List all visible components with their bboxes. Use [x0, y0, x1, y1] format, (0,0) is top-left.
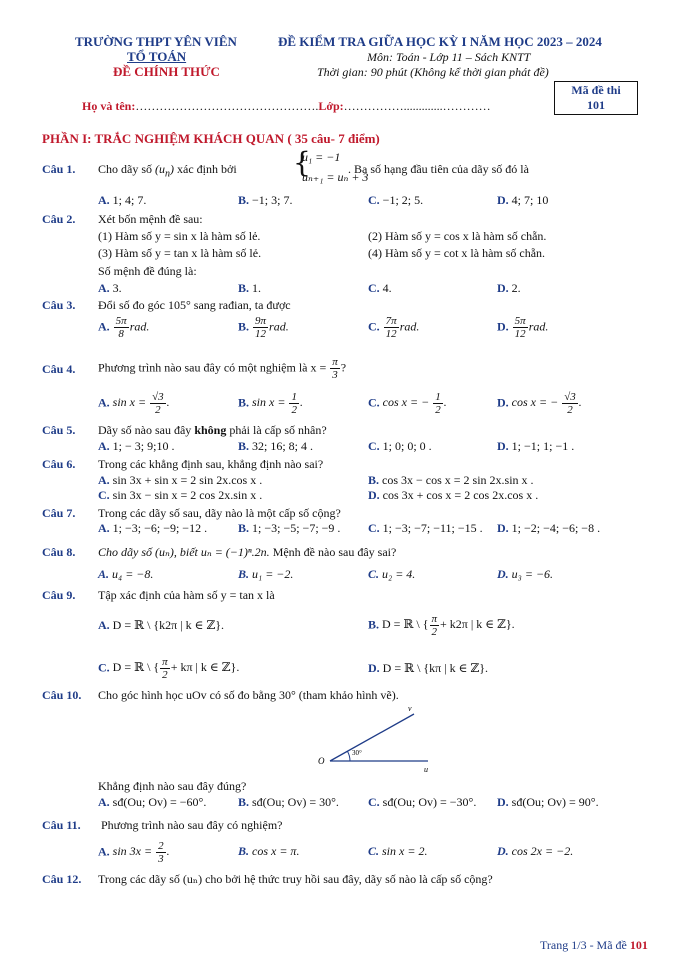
q10-label: Câu 10.: [42, 688, 82, 702]
exam-code-box: [554, 81, 638, 115]
q9-stem: Tập xác định của hàm số y = tan x là: [98, 588, 275, 602]
q3-option-a[interactable]: $\frac{5\pi}{8}$: [115, 315, 127, 340]
q7-option-c[interactable]: 1; −3; −7; −11; −15 .: [382, 521, 483, 535]
q5-stem: Dãy số nào sau đây không phải là cấp số nhân?: [98, 423, 327, 437]
q4-stem: Phương trình nào sau đây có một nghiệm là x = $\frac{\pi}{3}$ ?: [98, 356, 347, 381]
footer-code: 101: [629, 938, 648, 952]
q5-option-d[interactable]: 1; −1; 1; −1 .: [511, 439, 575, 453]
school-name: TRƯỜNG THPT YÊN VIÊN: [75, 34, 237, 49]
q1-option-a[interactable]: 1; 4; 7.: [112, 193, 147, 207]
ray-ov: [330, 714, 414, 761]
q7-stem: Trong các dãy số sau, dãy nào là một cấp số cộng?: [98, 506, 341, 520]
subject-line: Môn: Toán - Lớp 11 – Sách KNTT: [367, 50, 531, 64]
q11-option-c[interactable]: sin x = 2.: [382, 844, 428, 858]
q9-option-a[interactable]: D = ℝ \ {k2π | k ∈ ℤ}.: [112, 618, 225, 632]
q6-stem: Trong các khẳng định sau, khẳng định nào sai?: [98, 457, 324, 471]
q3-option-d[interactable]: $\frac{5\pi}{12}$: [514, 315, 526, 340]
official-label: ĐỀ CHÍNH THỨC: [113, 64, 220, 79]
part1-title: PHẦN I: TRẮC NGHIỆM KHÁCH QUAN ( 35 câu- 7 điểm): [42, 131, 380, 146]
q11-option-b[interactable]: cos x = π.: [252, 844, 300, 858]
angle-label: 30°: [352, 749, 362, 757]
q7-option-a[interactable]: 1; −3; −6; −9; −12 .: [112, 521, 208, 535]
exam-code: 101: [587, 98, 605, 112]
q4-option-b[interactable]: sin x = $\frac{1}{2}$ .: [252, 391, 303, 416]
q2-label: Câu 2.: [42, 212, 76, 226]
class-field[interactable]: …………….............…………: [343, 99, 491, 113]
q3-stem: Đổi số đo góc 105° sang rađian, ta được: [98, 298, 291, 312]
exam-code-label: Mã đề thi: [571, 83, 621, 97]
time-line: Thời gian: 90 phút (Không kể thời gian phát đề): [317, 65, 549, 79]
q7-option-d[interactable]: 1; −2; −4; −6; −8 .: [511, 521, 601, 535]
name-field[interactable]: ……………………………………….: [135, 99, 319, 113]
q8-option-d[interactable]: u₃ = −6.: [511, 567, 554, 581]
ray-u-label: u: [424, 765, 428, 774]
q2-option-c[interactable]: 4.: [382, 281, 392, 295]
q2-option-a[interactable]: 3.: [112, 281, 122, 295]
q2-option-d[interactable]: 2.: [511, 281, 521, 295]
q9-option-b[interactable]: D = ℝ \ { $\frac{\pi}{2}$ + k2π | k ∈ ℤ}.: [382, 613, 515, 638]
q10-stem: Cho góc hình học uOv có số đo bằng 30° (tham khảo hình vẽ).: [98, 688, 399, 702]
q1-option-b[interactable]: −1; 3; 7.: [252, 193, 293, 207]
q11-option-a[interactable]: sin 3x = $\frac{2}{3}$ .: [112, 840, 170, 865]
q3-option-b[interactable]: $\frac{9\pi}{12}$: [255, 315, 267, 340]
q4-label: Câu 4.: [42, 362, 76, 376]
q6-label: Câu 6.: [42, 457, 76, 471]
q2-ask: Số mệnh đề đúng là:: [98, 264, 197, 278]
q1-stem: Cho dãy số $(u_n)$ xác định bởi: [98, 162, 237, 180]
q12-label: Câu 12.: [42, 872, 82, 886]
q6-option-a[interactable]: sin 3x + sin x = 2 sin 2x.cos x .: [112, 473, 263, 487]
q1-system-1: u₁ = −1: [302, 150, 341, 164]
q2-statement-4: (4) Hàm số y = cot x là hàm số chẵn.: [368, 246, 546, 260]
exam-title: ĐỀ KIỂM TRA GIỮA HỌC KỲ I NĂM HỌC 2023 – 2024: [278, 34, 602, 49]
q10-option-a[interactable]: sđ(Ou; Ov) = −60°.: [112, 795, 207, 809]
q8-label: Câu 8.: [42, 545, 76, 559]
q1-system-2: uₙ₊₁ = uₙ + 3: [302, 170, 369, 184]
q6-option-c[interactable]: sin 3x − sin x = 2 cos 2x.sin x .: [112, 488, 263, 502]
q6-option-b[interactable]: cos 3x − cos x = 2 sin 2x.sin x .: [382, 473, 534, 487]
angle-arc: [348, 751, 351, 761]
q1-label: Câu 1.: [42, 162, 76, 176]
q5-option-c[interactable]: 1; 0; 0; 0 .: [382, 439, 432, 453]
q12-stem: Trong các dãy số (uₙ) cho bởi hệ thức truy hồi sau đây, dãy số nào là cấp số cộng?: [98, 872, 493, 886]
q2-statement-1: (1) Hàm số y = sin x là hàm số lẻ.: [98, 229, 261, 243]
q8-option-b[interactable]: u₁ = −2.: [252, 567, 294, 581]
student-info: [82, 99, 491, 114]
q8-option-a[interactable]: u₄ = −8.: [112, 567, 154, 581]
q4-option-a[interactable]: sin x = $\frac{√3}{2}$ .: [112, 391, 170, 416]
q10-option-b[interactable]: sđ(Ou; Ov) = 30°.: [252, 795, 339, 809]
q2-statement-2: (2) Hàm số y = cos x là hàm số chẵn.: [368, 229, 547, 243]
page-footer: Trang 1/3 - Mã đề 101: [540, 938, 648, 952]
q11-option-d[interactable]: cos 2x = −2.: [511, 844, 574, 858]
point-o: O: [318, 756, 325, 766]
q4-option-d[interactable]: cos x = − $\frac{√3}{2}$ .: [511, 391, 582, 416]
name-label: Họ và tên:: [82, 99, 136, 113]
q5-option-a[interactable]: 1; − 3; 9;10 .: [112, 439, 175, 453]
q6-option-d[interactable]: cos 3x + cos x = 2 cos 2x.cos x .: [382, 488, 539, 502]
q10-option-c[interactable]: sđ(Ou; Ov) = −30°.: [382, 795, 477, 809]
q8-option-c[interactable]: u₂ = 4.: [382, 567, 416, 581]
q1-brace: {: [293, 146, 311, 179]
q2-stem: Xét bốn mệnh đề sau:: [98, 212, 203, 226]
q7-option-b[interactable]: 1; −3; −5; −7; −9 .: [252, 521, 341, 535]
q5-option-b[interactable]: 32; 16; 8; 4 .: [252, 439, 314, 453]
q1-option-d[interactable]: 4; 7; 10: [511, 193, 549, 207]
q5-label: Câu 5.: [42, 423, 76, 437]
q9-label: Câu 9.: [42, 588, 76, 602]
q10-ask: Khẳng định nào sau đây đúng?: [98, 779, 247, 793]
q7-label: Câu 7.: [42, 506, 76, 520]
q10-option-d[interactable]: sđ(Ou; Ov) = 90°.: [511, 795, 599, 809]
q1-option-c[interactable]: −1; 2; 5.: [382, 193, 424, 207]
q2-option-b[interactable]: 1.: [252, 281, 262, 295]
q11-label: Câu 11.: [42, 818, 81, 832]
ray-v-label: v: [408, 704, 412, 713]
q8-stem: Cho dãy số (uₙ), biết uₙ = (−1)ⁿ.2n. Mệnh đề nào sau đây sai?: [98, 545, 397, 559]
q9-option-d[interactable]: D = ℝ \ {kπ | k ∈ ℤ}.: [382, 661, 489, 675]
q1-stem-end: . Ba số hạng đầu tiên của dãy số đó là: [348, 162, 529, 176]
department: TỔ TOÁN: [127, 49, 187, 64]
q11-stem: Phương trình nào sau đây có nghiệm?: [101, 818, 283, 832]
q9-option-c[interactable]: D = ℝ \ { $\frac{\pi}{2}$ + kπ | k ∈ ℤ}.: [112, 656, 240, 681]
class-label: Lớp:: [318, 99, 344, 113]
q10-angle-figure: [310, 700, 440, 775]
q3-label: Câu 3.: [42, 298, 76, 312]
q4-option-c[interactable]: cos x = − $\frac{1}{2}$ .: [382, 391, 447, 416]
q2-statement-3: (3) Hàm số y = tan x là hàm số lẻ.: [98, 246, 262, 260]
q3-option-c[interactable]: $\frac{7\pi}{12}$: [385, 315, 397, 340]
